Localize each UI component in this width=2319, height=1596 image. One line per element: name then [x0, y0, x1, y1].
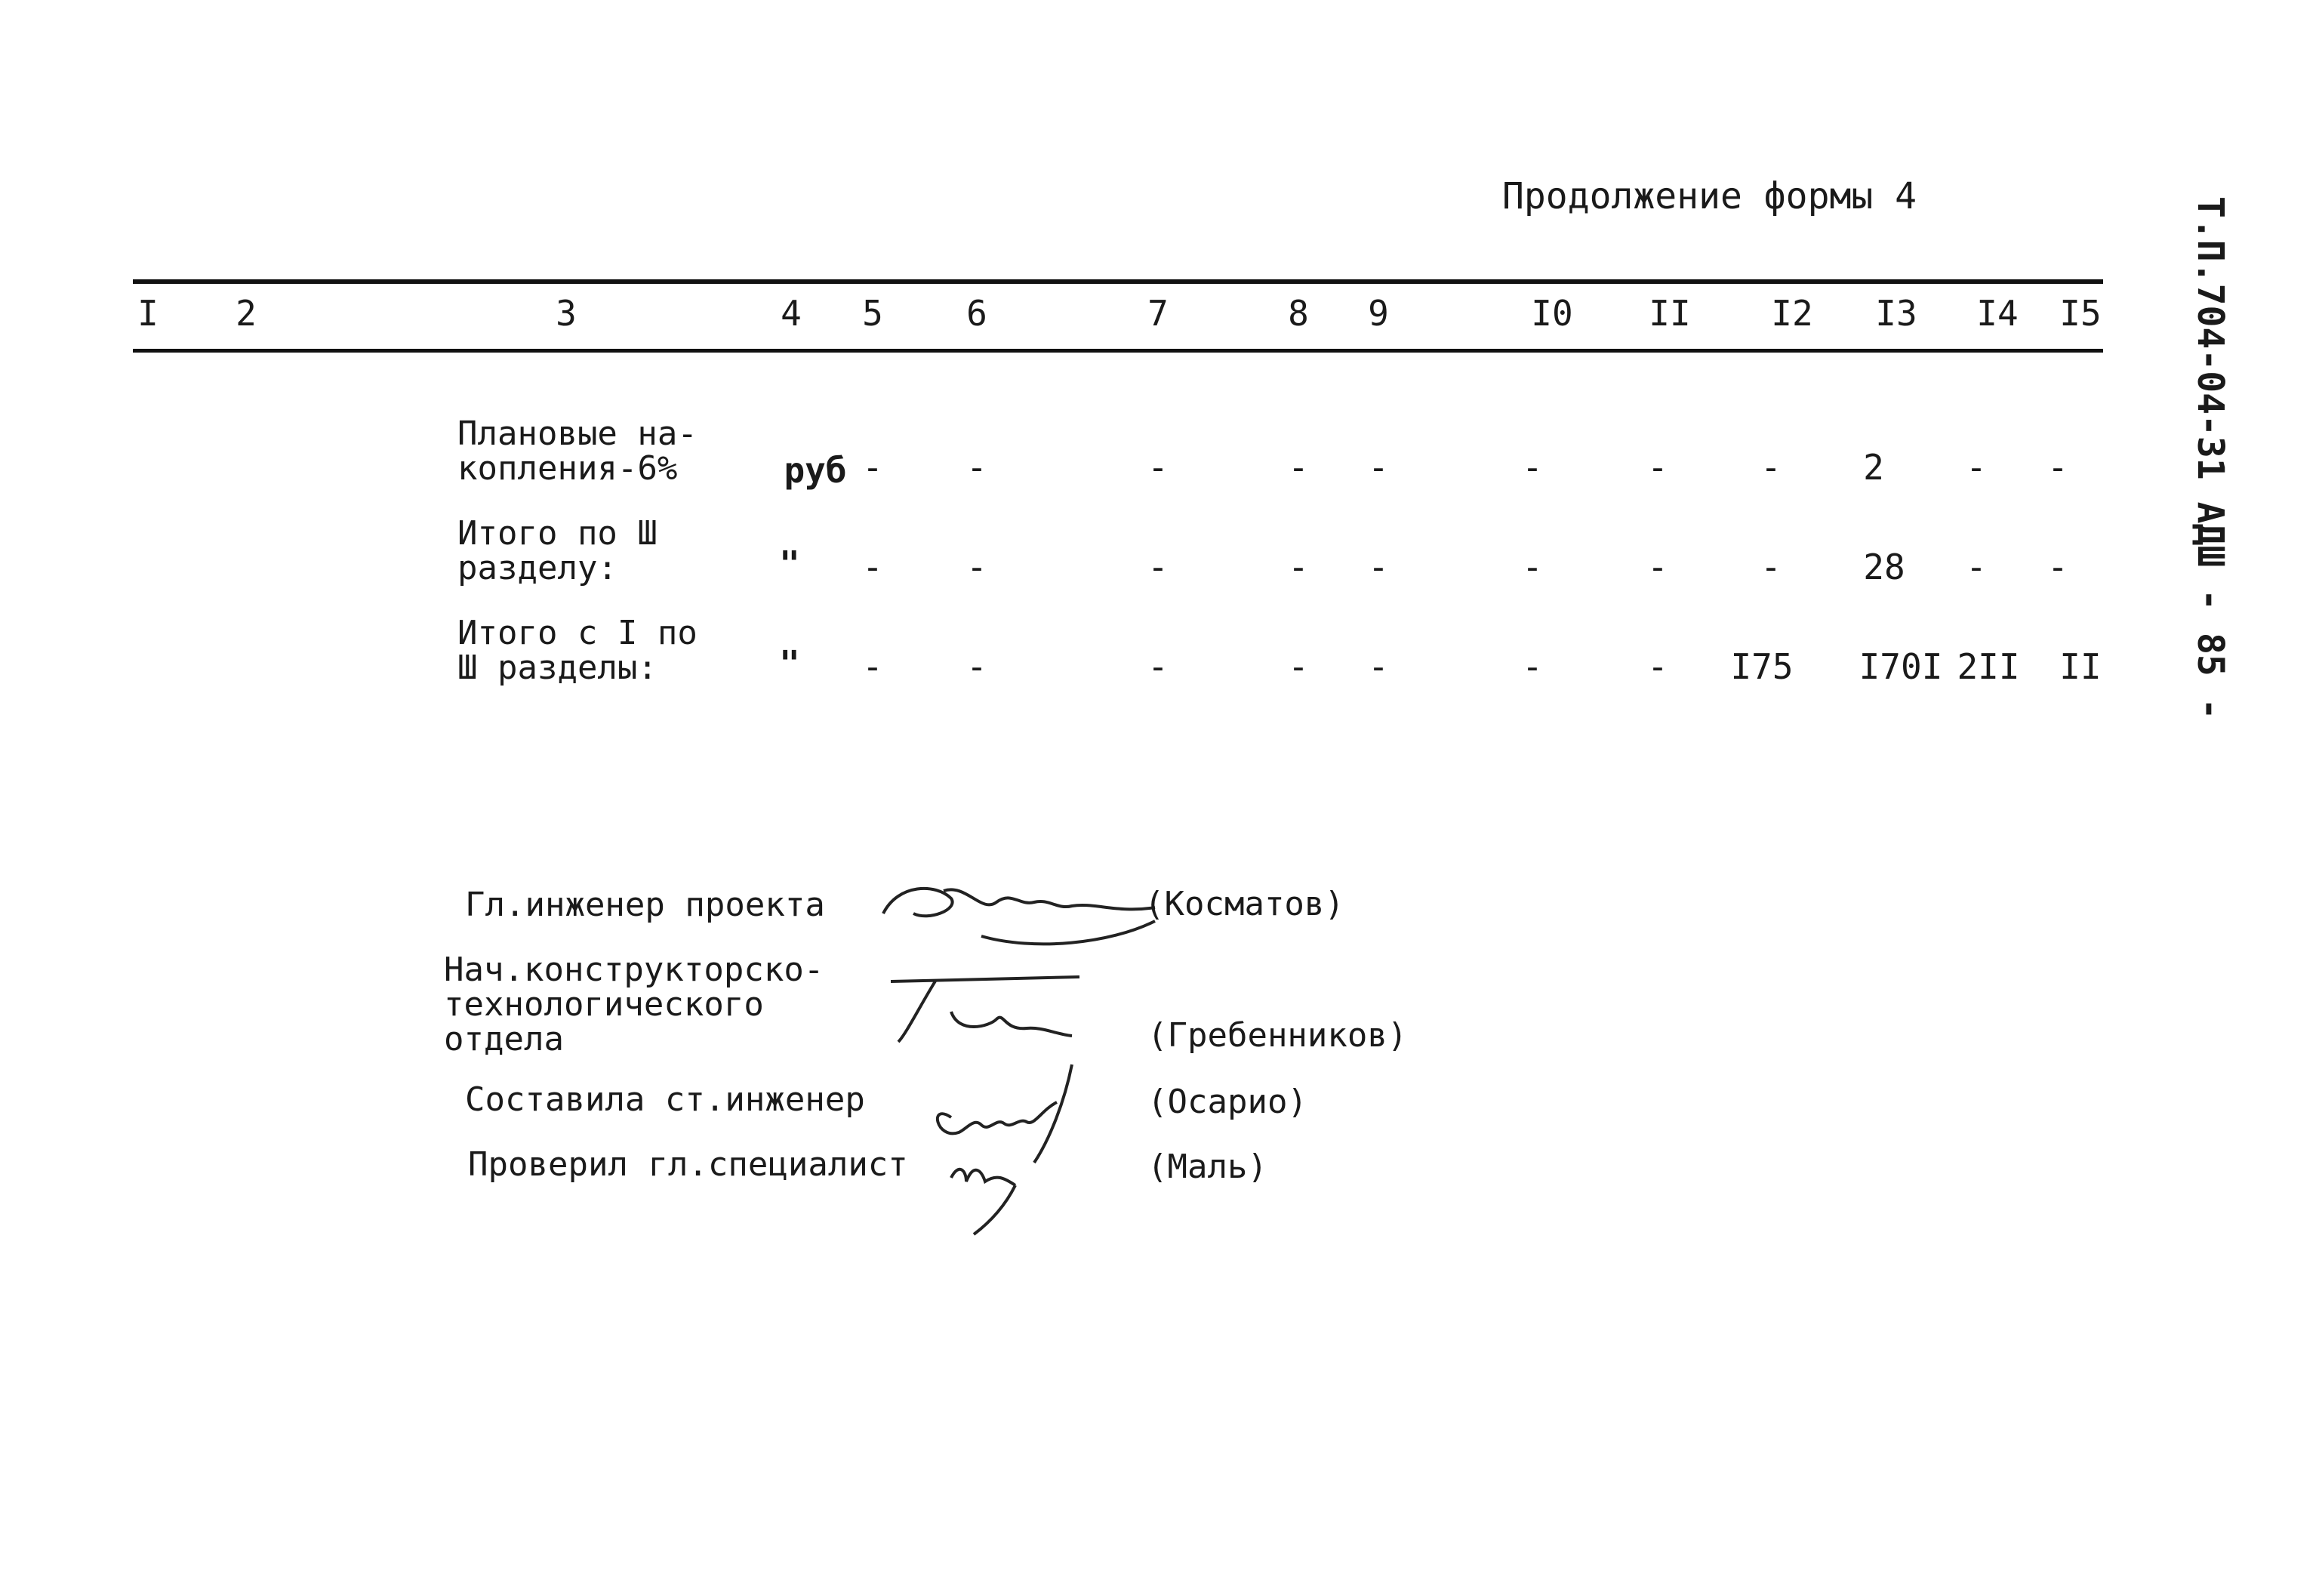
column-header: II: [1649, 293, 1691, 334]
row-label: Плановые на- копления-6%: [457, 414, 698, 488]
table-cell: -: [1147, 646, 1169, 687]
table-cell: -: [862, 646, 883, 687]
handwritten-signature: [868, 868, 1170, 951]
table-cell: -: [1288, 547, 1309, 587]
table-cell: -: [1647, 447, 1668, 488]
table-cell: -: [1368, 547, 1389, 587]
column-header: 9: [1368, 293, 1389, 334]
table-cell: -: [1760, 447, 1782, 488]
table-cell: -: [1760, 547, 1782, 587]
row-unit: ": [779, 643, 800, 684]
column-header: I: [137, 293, 159, 334]
table-cell: -: [1647, 646, 1668, 687]
table-cell: -: [1966, 447, 1987, 488]
column-header: 5: [862, 293, 883, 334]
signatory-name: (Осарио): [1147, 1083, 1307, 1121]
row-unit: руб: [784, 450, 847, 491]
table-cell: -: [1522, 547, 1543, 587]
table-cell: 2: [1863, 447, 1884, 488]
table-cell: -: [966, 547, 987, 587]
table-cell: 2II: [1957, 646, 2020, 687]
column-header: 6: [966, 293, 987, 334]
table-cell: -: [2047, 447, 2068, 488]
row-unit: ": [779, 544, 800, 584]
column-header: I2: [1771, 293, 1813, 334]
handwritten-signature: [944, 1140, 1057, 1238]
form-continuation-title: Продолжение формы 4: [1502, 175, 1917, 217]
table-cell: -: [2047, 547, 2068, 587]
signatory-title: Нач.конструкторско- технологического отдела: [444, 951, 824, 1058]
signatory-title: Составила ст.инженер: [465, 1080, 865, 1119]
table-cell: I70I: [1859, 646, 1943, 687]
signatory-title: Гл.инженер проекта: [465, 886, 825, 924]
table-cell: -: [966, 447, 987, 488]
column-header: I0: [1531, 293, 1573, 334]
table-cell: -: [966, 646, 987, 687]
table-cell: -: [1288, 447, 1309, 488]
table-cell: I75: [1730, 646, 1794, 687]
handwritten-signature: [876, 966, 1095, 1057]
table-header-rule: [133, 349, 2103, 353]
document-code: Т.П.704-04-31 АДШ - 85 -: [2189, 196, 2231, 720]
signatory-name: (Гребенников): [1147, 1016, 1408, 1055]
table-cell: -: [1288, 646, 1309, 687]
table-cell: -: [1147, 547, 1169, 587]
row-label: Итого по Ш разделу:: [457, 514, 658, 587]
table-cell: 28: [1863, 547, 1905, 587]
column-header: 4: [781, 293, 802, 334]
table-cell: -: [1368, 447, 1389, 488]
table-cell: -: [1368, 646, 1389, 687]
signatory-name: (Косматов): [1144, 885, 1344, 923]
column-header: 3: [556, 293, 577, 334]
column-header: 8: [1288, 293, 1309, 334]
column-header: I5: [2059, 293, 2102, 334]
table-cell: -: [1522, 447, 1543, 488]
signatory-name: (Маль): [1147, 1148, 1267, 1186]
table-cell: -: [862, 447, 883, 488]
column-header: I3: [1875, 293, 1917, 334]
table-cell: -: [1966, 547, 1987, 587]
table-cell: -: [1147, 447, 1169, 488]
column-header: 7: [1147, 293, 1169, 334]
table-cell: II: [2059, 646, 2102, 687]
table-cell: -: [1522, 646, 1543, 687]
table-top-rule: [133, 279, 2103, 284]
table-cell: -: [862, 547, 883, 587]
column-header: 2: [236, 293, 257, 334]
signatory-title: Проверил гл.специалист: [468, 1145, 908, 1184]
table-cell: -: [1647, 547, 1668, 587]
row-label: Итого с I по Ш разделы:: [457, 614, 698, 687]
column-header: I4: [1976, 293, 2019, 334]
